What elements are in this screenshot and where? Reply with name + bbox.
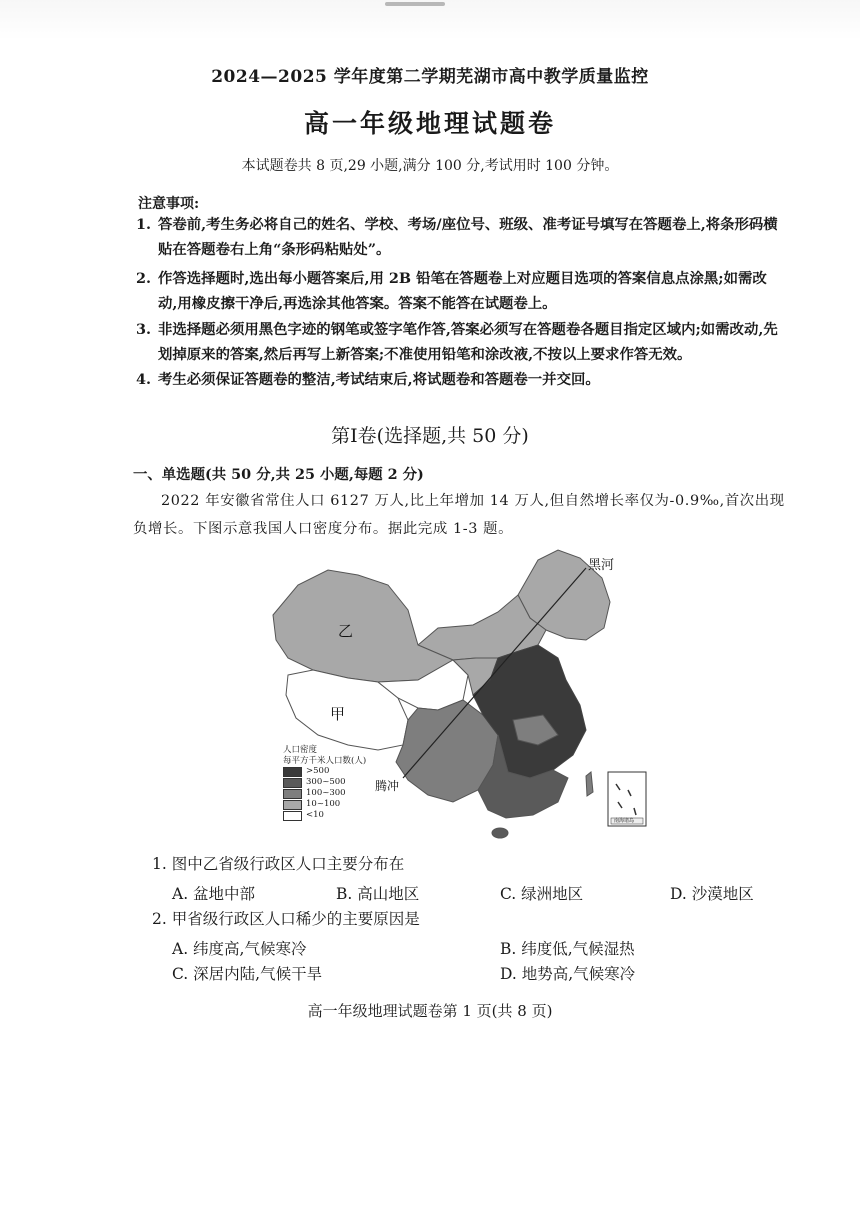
map-region-taiwan xyxy=(586,772,593,796)
legend-item xyxy=(283,788,393,799)
label-south-sea-islands: 南海诸岛 xyxy=(614,818,635,824)
label-heihe: 黑河 xyxy=(588,558,615,573)
question-1-option-d[interactable]: D. 沙漠地区 xyxy=(670,885,754,903)
note-text: 非选择题必须用黑色字迹的钢笔或签字笔作答,答案必须写在答题卷各题目指定区域内;如需改动,先划掉原来的答案,然后再写上新答案;不准使用铅笔和涂改液,不按以上要求作答无效。 xyxy=(158,321,778,363)
question-2-stem: 2. 甲省级行政区人口稀少的主要原因是 xyxy=(152,910,420,928)
question-intro: 2022 年安徽省常住人口 6127 万人,比上年增加 14 万人,但自然增长率仅为-0.9‰,首次出现负增长。下图示意我国人口密度分布。据此完成 1-3 题。 xyxy=(133,493,785,537)
question-2-option-d[interactable]: D. 地势高,气候寒冷 xyxy=(500,965,636,983)
legend-label: <10 xyxy=(306,810,324,821)
section-title: 第Ⅰ卷(选择题,共 50 分) xyxy=(331,425,529,447)
legend-swatch xyxy=(283,789,302,799)
scan-mark xyxy=(385,2,445,6)
legend-subtitle: 每平方千米人口数(人) xyxy=(283,755,367,766)
note-item xyxy=(136,367,786,392)
question-2-option-a[interactable]: A. 纬度高,气候寒冷 xyxy=(172,940,307,958)
note-text: 答卷前,考生务必将自己的姓名、学校、考场/座位号、班级、准考证号填写在答题卷上,将条形码横贴在答题卷右上角“条形码粘贴处”。 xyxy=(158,216,778,258)
note-item xyxy=(136,317,786,367)
question-2-option-b[interactable]: B. 纬度低,气候湿热 xyxy=(500,940,635,958)
legend-swatch xyxy=(283,767,302,777)
map-region-hainan xyxy=(492,828,508,838)
note-text: 作答选择题时,选出每小题答案后,用 2B 铅笔在答题卷上对应题目选项的答案信息点涂黑;如需改动,用橡皮擦干净后,再选涂其他答案。答案不能答在试题卷上。 xyxy=(158,270,767,312)
note-text: 考生必须保证答题卷的整洁,考试结束后,将试题卷和答题卷一并交回。 xyxy=(158,371,600,388)
question-2-option-c[interactable]: C. 深居内陆,气候干旱 xyxy=(172,965,323,983)
population-density-map xyxy=(268,540,652,844)
legend-item xyxy=(283,777,393,788)
legend-label: 300~500 xyxy=(306,777,346,788)
legend-item xyxy=(283,799,393,810)
map-region-yi xyxy=(273,570,453,682)
page-footer: 高一年级地理试题卷第 1 页(共 8 页) xyxy=(307,1002,553,1020)
legend-item xyxy=(283,766,393,777)
legend-label: 10~100 xyxy=(306,799,341,810)
note-number: 2. xyxy=(136,270,152,287)
legend-swatch xyxy=(283,778,302,788)
exam-series: 2024—2025 学年度第二学期芜湖市高中教学质量监控 xyxy=(211,67,649,87)
note-item xyxy=(136,212,786,262)
question-1-option-a[interactable]: A. 盆地中部 xyxy=(172,885,256,903)
note-item xyxy=(136,266,786,316)
legend-label: 100~300 xyxy=(306,788,346,799)
note-number: 4. xyxy=(136,371,152,388)
label-tengchong: 腾冲 xyxy=(375,779,400,793)
notes-heading: 注意事项: xyxy=(138,196,200,212)
label-jia: 甲 xyxy=(330,705,346,723)
note-number: 3. xyxy=(136,321,152,338)
label-yi: 乙 xyxy=(338,622,354,640)
question-1-option-b[interactable]: B. 高山地区 xyxy=(336,885,420,903)
legend-swatch xyxy=(283,811,302,821)
question-type-label: 一、单选题(共 50 分,共 25 小题,每题 2 分) xyxy=(133,466,424,483)
note-number: 1. xyxy=(136,216,152,233)
legend-label: >500 xyxy=(306,766,330,777)
exam-info: 本试题卷共 8 页,29 小题,满分 100 分,考试用时 100 分钟。 xyxy=(241,158,619,174)
question-1-option-c[interactable]: C. 绿洲地区 xyxy=(500,885,584,903)
legend-item xyxy=(283,810,393,821)
map-legend xyxy=(283,745,393,821)
exam-title: 高一年级地理试题卷 xyxy=(303,109,556,138)
question-1-stem: 1. 图中乙省级行政区人口主要分布在 xyxy=(152,855,405,873)
legend-swatch xyxy=(283,800,302,810)
legend-title: 人口密度 xyxy=(283,745,318,755)
